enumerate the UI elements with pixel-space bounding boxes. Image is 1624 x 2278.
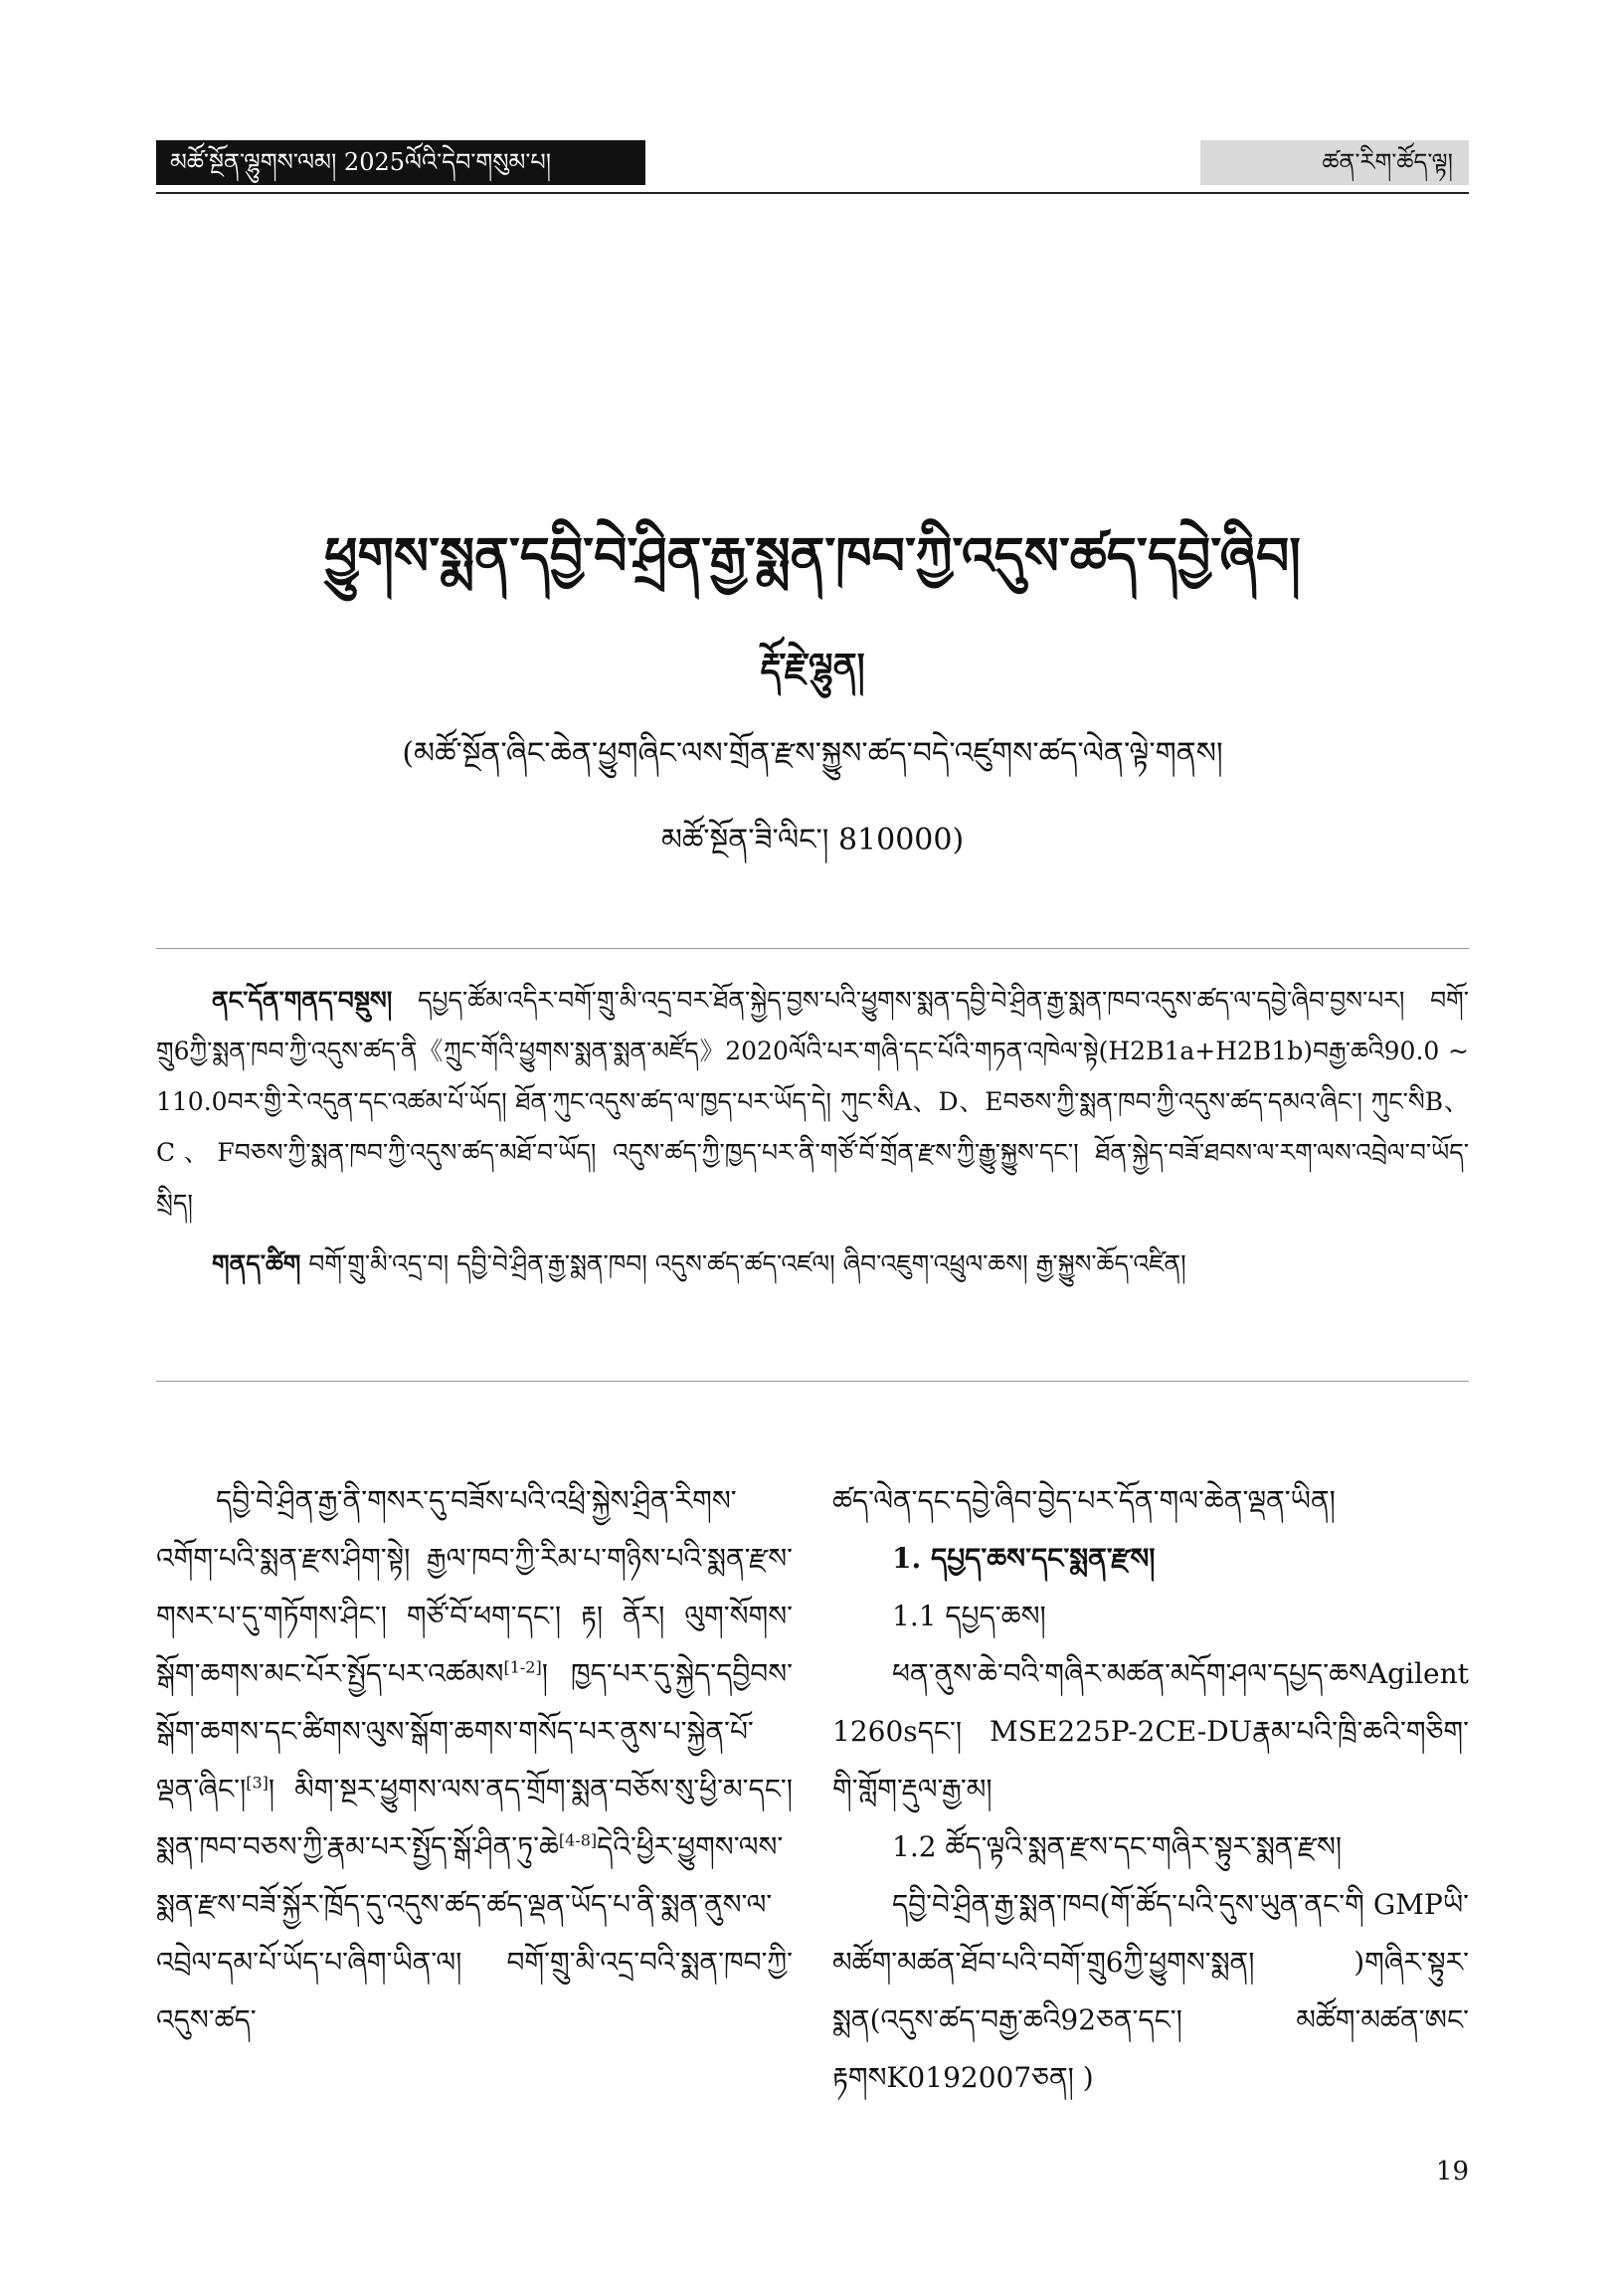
affiliation-line-1: (མཚོ་སྔོན་ཞིང་ཆེན་ཕྱུགཞིང་ལས་གྲོན་རྫས་སྐྱུས་ཚད་བདེ་འཛུགས་ཚད་ལེན་ལྟེ་གནས། — [402, 736, 1223, 771]
intro-text-a: དབྱི་བེ་ཤྲིན་རྒྱ་ནི་གསར་དུ་བཟོས་པའི་འཕྲི་སྐྱེས་ཤྲིན་རིགས་འགོག་པའི་སྨན་རྫས་ཤིག་སྟེ། རྒྱལ་ཁབ་ཀྱི་རིམ་པ་གཉིས་པའི་སྨན་རྫས་གསར་པ་དུ་གཏོགས་ཤིང་། གཙོ་བོ་ཕག་དང་། རྟ། ནོར། ལུག་སོགས་སྒོག་ཆགས་མང་པོར་སྤྱོད་པར་འཚམས — [156, 1484, 793, 1690]
section-header: ཚན་རིག་ཚོད་ལྟ། — [1200, 140, 1469, 185]
article-title: ཕྱུགས་སྨན་དབྱི་བེ་ཤྲིན་རྒྱ་སྨན་ཁབ་ཀྱི་འདུས་ཚད་དབྱེ་ཞིབ། — [324, 526, 1301, 587]
header-rule — [156, 192, 1469, 194]
citation-ref: [1-2] — [503, 1657, 542, 1677]
abstract-label: ནང་དོན་གནད་བསྡུས། — [212, 986, 393, 1015]
intro-text-c: ། མིག་སྔར་ཕྱུགས་ལས་ནད་གྲོག་སྨན་བཅོས་སུ་ཕྱི་མ་དང་། སྨན་ཁབ་བཅས་ཀྱི་རྣམ་པར་སྤྱོད་སྒོ་ཤིན་ཏུ་ཆེ — [156, 1773, 793, 1863]
intro-paragraph — [156, 1472, 793, 2049]
author-name: རྡོ་རྗེ་ལྷུན། — [760, 646, 865, 687]
subsection-heading-1-2: 1.2 ཚོད་ལྟའི་སྨན་རྫས་དང་གཞིར་སྟུར་སྨན་རྫས། — [892, 1830, 1343, 1863]
keywords-paragraph — [156, 1238, 1469, 1289]
keywords-label: གནད་ཚིག — [212, 1249, 301, 1278]
section-heading-1: 1. དཔྱད་ཆས་དང་སྨན་རྫས། — [892, 1542, 1156, 1575]
instruments-paragraph: ཕན་ནུས་ཆེ་བའི་གཞིར་མཚན་མདོག་ཤལ་དཔྱད་ཆསAgilent 1260sདང་། MSE225P-2CE-DUརྣམ་པའི་ཁྲི་ཆའི་གཅིག་གི་གློག་རྡུལ་རྒྱ་མ། — [832, 1657, 1469, 1805]
abstract-bottom-rule — [156, 1381, 1469, 1382]
citation-ref: [3] — [246, 1773, 269, 1793]
body-column-left — [156, 1472, 793, 2169]
materials-paragraph: དབྱི་བེ་ཤྲིན་རྒྱ་སྨན་ཁབ(གོ་ཚོད་པའི་དུས་ཡུན་ནང་གི GMPཡི་མཚོག་མཚན་ཐོབ་པའི་བགོ་གྲུ6ཀྱི་ཕྱུགས་སྨན། )གཞིར་སྟུར་སྨན(འདུས་ཚད་བརྒྱ་ཆའི92ཅན་དང་། མཚོག་མཚན་ཨང་རྟགསK0192007ཅན། ) — [832, 1888, 1469, 2094]
citation-ref: [4-8] — [558, 1830, 598, 1850]
abstract-paragraph — [156, 975, 1469, 1229]
journal-header: མཚོ་སྔོན་ལྷུགས་ལམ། 2025ལོའི་དེབ་གསུམ་པ། — [156, 140, 645, 185]
affiliation-line-2: མཚོ་སྔོན་ཟི་ལིང་། 810000) — [660, 823, 965, 857]
abstract-text: དཔྱད་ཚོམ་འདིར་བགོ་གྲུ་མི་འདྲ་བར་ཐོན་སྐྱེད་བྱས་པའི་ཕྱུགས་སྨན་དབྱི་བེ་ཤྲིན་རྒྱ་སྨན་ཁབ་འདུས་ཚད་ལ་དབྱེ་ཞིབ་བྱས་པར། བགོ་གྲུ6ཀྱི་སྨན་ཁབ་ཀྱི་འདུས་ཚད་ནི《ཀྲུང་གོའི་ཕྱུགས་སྨན་སྨན་མཛོད》2020ལོའི་པར་གཞི་དང་པོའི་གཏན་འཁེལ་སྟེ(H2B1a+H2B1b)བརྒྱ་ཆའི90.0 ~ 110.0བར་གྱི་རེ་འདུན་དང་འཚམ་པོ་ཡོད། ཐོན་ཀུང་འདུས་ཚད་ལ་ཁྱད་པར་ཡོད་དེ། ཀུང་སིA、D、Eབཅས་ཀྱི་སྨན་ཁབ་ཀྱི་འདུས་ཚད་དམའ་ཞིང་། ཀུང་སིB、C、Fབཅས་ཀྱི་སྨན་ཁབ་ཀྱི་འདུས་ཚད་མཐོ་བ་ཡོད། འདུས་ཚད་ཀྱི་ཁྱད་པར་ནི་གཙོ་བོ་གྲོན་རྫས་ཀྱི་རྒྱུ་སྐྱུས་དང་། ཐོན་སྐྱེད་བཟོ་ཐབས་ལ་རག་ལས་འབྲེལ་བ་ཡོད་སྲིད། — [156, 986, 1469, 1218]
abstract-block — [156, 975, 1469, 1373]
intro-text-d: དེའི་ཕྱིར་ཕྱུགས་ལས་སྨན་རྫས་བཟོ་སྐྱོར་ཁྲོད་དུ་འདུས་ཚད་ཚད་ལྡན་ཡོད་པ་ནི་སྨན་ནུས་ལ་འབྲེལ་དམ་པོ་ཡོད་པ་ཞིག་ཡིན་ལ། བགོ་གྲུ་མི་འདྲ་བའི་སྨན་ཁབ་ཀྱི་འདུས་ཚད་ — [156, 1830, 793, 2036]
abstract-top-rule — [156, 948, 1469, 949]
intro-paragraph-end: ཚད་ལེན་དང་དབྱེ་ཞིབ་བྱེད་པར་དོན་གལ་ཆེན་ལྡན་ཡིན། — [832, 1484, 1336, 1517]
intro-text-b: ། ཁྱད་པར་དུ་སྐྱེད་དབྱིབས་སྒོག་ཆགས་དང་ཚིགས་ལུས་སྒོག་ཆགས་གསོད་པར་ནུས་པ་སྐྱེན་པོ་ལྡན་ཞིང་། — [156, 1657, 793, 1805]
subsection-heading-1-1: 1.1 དཔྱད་ཆས། — [892, 1600, 1046, 1632]
page-number: 19 — [1435, 2157, 1469, 2186]
body-column-right — [832, 1472, 1469, 2169]
keywords-text: བགོ་གྲུ་མི་འདྲ་བ། དབྱི་བེ་ཤྲིན་རྒྱ་སྨན་ཁབ། འདུས་ཚད་ཚད་འཛལ། ཞིབ་འཇུག་འཕྲུལ་ཆས། རྒྱ་སྐྱུས་ཆོད་འཛིན། — [308, 1249, 1186, 1278]
